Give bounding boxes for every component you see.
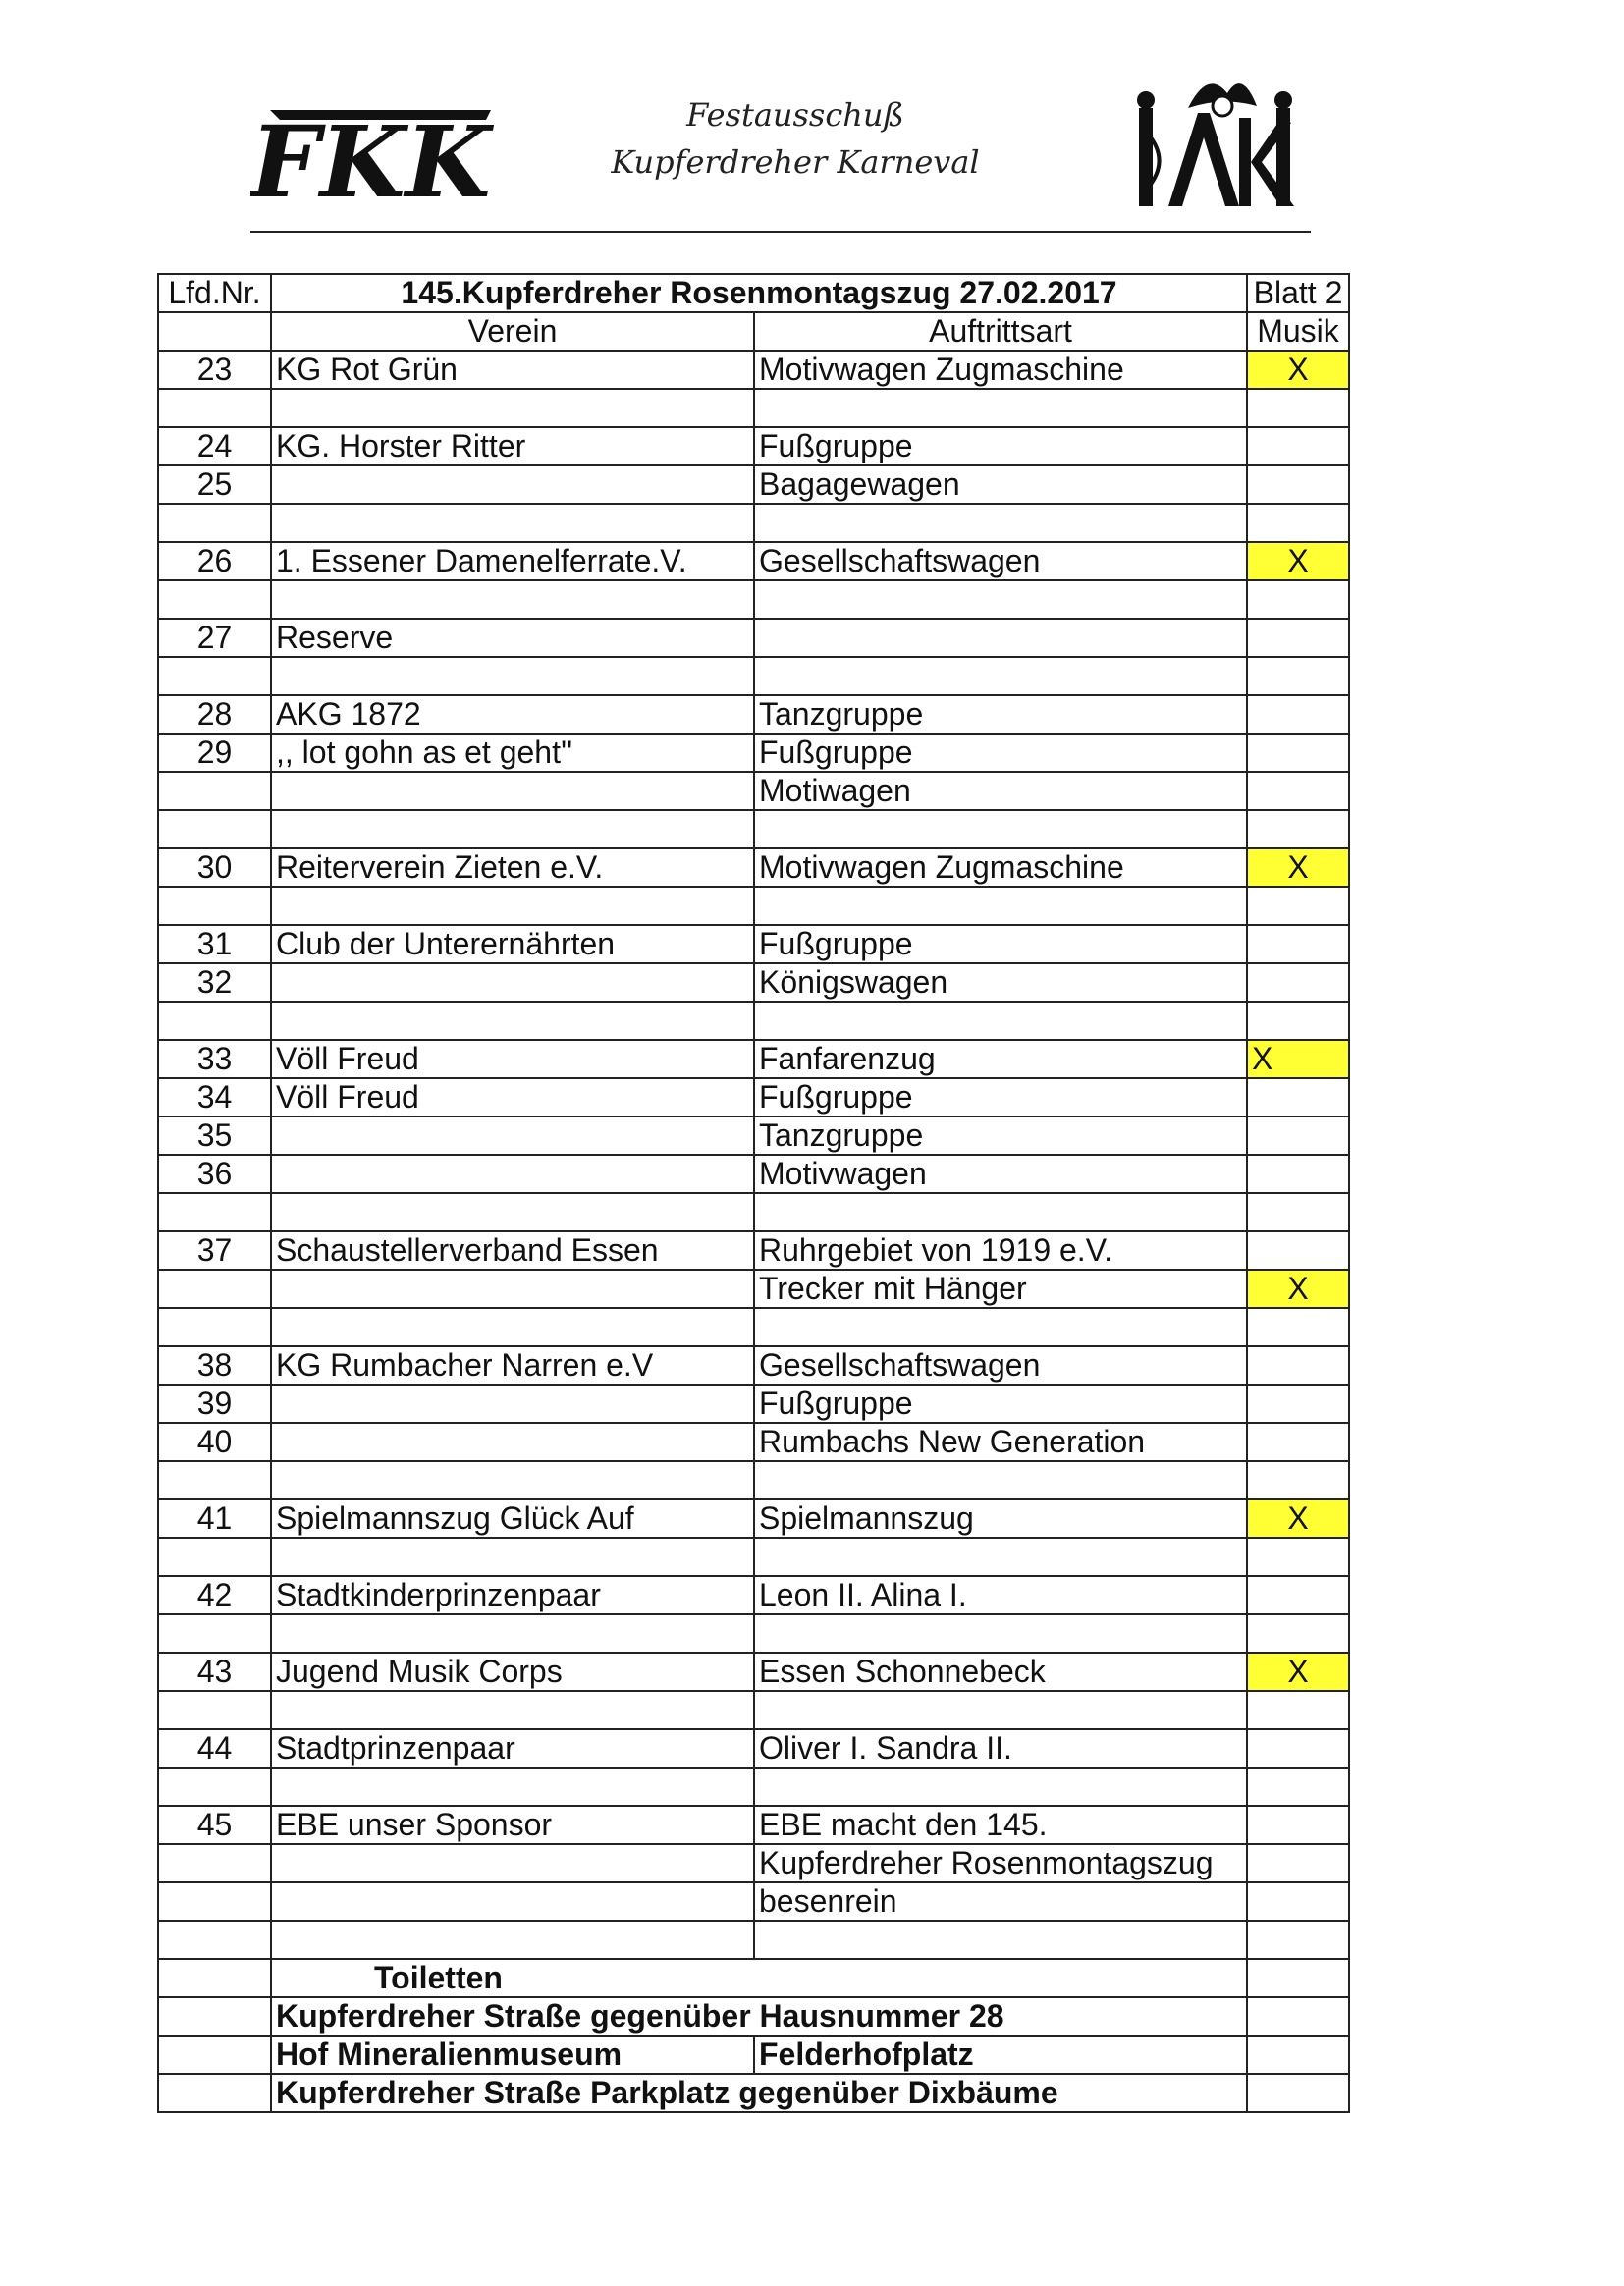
row-musik [1247,1729,1349,1768]
table-row [158,1538,1349,1576]
row-musik [1247,772,1349,810]
toilets-musik-blank [1247,2036,1349,2074]
org-name [589,93,1001,188]
toilets-blank [158,2036,271,2074]
row-musik [1247,1614,1349,1653]
parade-table-body [158,274,1349,2112]
row-auftrittsart: Motiwagen [754,772,1247,810]
row-verein [271,1614,754,1653]
table-row [158,810,1349,848]
row-musik [1247,504,1349,542]
col-verein-header: Verein [271,312,754,351]
row-verein: Reserve [271,619,754,657]
toilet-location-2b: Felderhofplatz [754,2036,1247,2074]
row-auftrittsart [754,1691,1247,1729]
table-row [158,1040,1349,1078]
row-auftrittsart [754,1461,1247,1499]
row-verein [271,657,754,695]
row-auftrittsart: Essen Schonnebeck [754,1653,1247,1691]
row-verein: Völl Freud [271,1040,754,1078]
row-musik [1247,465,1349,504]
parade-table [157,273,1350,2113]
row-auftrittsart [754,657,1247,695]
row-auftrittsart [754,1614,1247,1653]
row-musik [1247,1308,1349,1346]
row-number: 31 [158,925,271,963]
row-verein: Jugend Musik Corps [271,1653,754,1691]
row-musik: X [1247,542,1349,580]
table-row [158,351,1349,389]
table-row [158,772,1349,810]
row-number: 45 [158,1806,271,1844]
row-auftrittsart: Fanfarenzug [754,1040,1247,1078]
row-verein: Spielmannszug Glück Auf [271,1499,754,1538]
row-musik: X [1247,1499,1349,1538]
row-musik [1247,1002,1349,1040]
row-number: 39 [158,1385,271,1423]
row-musik [1247,1768,1349,1806]
col-nr-header-blank [158,312,271,351]
fkk-logo-text: FKK [250,104,491,206]
row-auftrittsart: Motivwagen Zugmaschine [754,848,1247,887]
row-verein: AKG 1872 [271,695,754,734]
table-row [158,465,1349,504]
row-auftrittsart: Leon II. Alina I. [754,1576,1247,1614]
row-auftrittsart [754,580,1247,619]
col-musik-header: Musik [1247,312,1349,351]
table-row [158,1423,1349,1461]
row-number: 29 [158,734,271,772]
table-row [158,695,1349,734]
row-verein: ,, lot gohn as et geht'' [271,734,754,772]
row-verein: KG Rot Grün [271,351,754,389]
row-auftrittsart: Fußgruppe [754,925,1247,963]
table-title: 145.Kupferdreher Rosenmontagszug 27.02.2017 [271,274,1247,312]
table-row [158,1078,1349,1116]
toilet-location-2a: Hof Mineralienmuseum [271,2036,754,2074]
row-verein [271,389,754,427]
header-divider [250,231,1311,233]
row-auftrittsart: Bagagewagen [754,465,1247,504]
row-verein: 1. Essener Damenelferrate.V. [271,542,754,580]
row-musik [1247,657,1349,695]
row-number [158,887,271,925]
row-auftrittsart: Gesellschaftswagen [754,542,1247,580]
row-musik [1247,887,1349,925]
table-header-row [158,312,1349,351]
table-row [158,1385,1349,1423]
row-number: 41 [158,1499,271,1538]
row-verein: EBE unser Sponsor [271,1806,754,1844]
col-auftritt-header: Auftrittsart [754,312,1247,351]
row-verein [271,1308,754,1346]
table-row [158,1308,1349,1346]
toilets-blank [158,1997,271,2036]
row-musik [1247,1882,1349,1921]
row-verein [271,1270,754,1308]
table-row [158,542,1349,580]
table-row [158,1155,1349,1193]
row-auftrittsart [754,1002,1247,1040]
table-row [158,848,1349,887]
row-auftrittsart [754,1538,1247,1576]
row-auftrittsart [754,1921,1247,1959]
row-auftrittsart [754,1768,1247,1806]
table-row [158,1921,1349,1959]
row-auftrittsart: Fußgruppe [754,427,1247,465]
row-auftrittsart: Oliver I. Sandra II. [754,1729,1247,1768]
table-row [158,1576,1349,1614]
row-musik: X [1247,351,1349,389]
row-musik [1247,1078,1349,1116]
row-musik [1247,1385,1349,1423]
row-musik [1247,1538,1349,1576]
row-auftrittsart: Motivwagen [754,1155,1247,1193]
table-row [158,734,1349,772]
row-musik [1247,427,1349,465]
row-number: 30 [158,848,271,887]
row-number [158,504,271,542]
row-number [158,1614,271,1653]
row-number [158,1882,271,1921]
row-number [158,772,271,810]
row-musik [1247,1691,1349,1729]
row-verein [271,1768,754,1806]
row-musik: X [1247,848,1349,887]
row-number [158,1270,271,1308]
row-number [158,1921,271,1959]
col-nr-header: Lfd.Nr. [158,274,271,312]
table-row [158,389,1349,427]
row-number [158,1193,271,1231]
row-auftrittsart: Trecker mit Hänger [754,1270,1247,1308]
row-number: 37 [158,1231,271,1270]
row-verein [271,1691,754,1729]
row-number: 23 [158,351,271,389]
row-number [158,1691,271,1729]
row-number [158,389,271,427]
row-verein [271,1423,754,1461]
row-number [158,1461,271,1499]
row-musik [1247,619,1349,657]
row-auftrittsart: Tanzgruppe [754,695,1247,734]
table-row [158,887,1349,925]
table-row [158,1346,1349,1385]
row-verein [271,1538,754,1576]
row-verein [271,504,754,542]
row-auftrittsart: Gesellschaftswagen [754,1346,1247,1385]
row-number: 35 [158,1116,271,1155]
row-musik [1247,1576,1349,1614]
table-row [158,1844,1349,1882]
row-verein: Reiterverein Zieten e.V. [271,848,754,887]
row-verein [271,1461,754,1499]
row-number: 38 [158,1346,271,1385]
row-verein [271,465,754,504]
row-auftrittsart [754,619,1247,657]
row-auftrittsart [754,810,1247,848]
row-musik [1247,1231,1349,1270]
table-row [158,1461,1349,1499]
toilets-blank [158,2074,271,2112]
row-musik [1247,1346,1349,1385]
row-auftrittsart [754,389,1247,427]
row-verein: KG Rumbacher Narren e.V [271,1346,754,1385]
row-verein [271,1844,754,1882]
table-title-row [158,274,1349,312]
table-row [158,504,1349,542]
row-verein: Club der Unterernährten [271,925,754,963]
table-row [158,1806,1349,1844]
toilets-musik-blank [1247,1959,1349,1997]
row-musik [1247,1461,1349,1499]
row-musik [1247,925,1349,963]
row-verein: Stadtprinzenpaar [271,1729,754,1768]
row-musik: X [1247,1040,1349,1078]
row-auftrittsart: besenrein [754,1882,1247,1921]
toilets-blank [158,1959,271,1997]
row-musik [1247,963,1349,1002]
row-musik [1247,1423,1349,1461]
toilets-heading-text: Toiletten [374,1960,503,1995]
row-verein [271,1193,754,1231]
row-musik [1247,389,1349,427]
table-row [158,657,1349,695]
table-row [158,925,1349,963]
row-number: 27 [158,619,271,657]
table-row [158,1614,1349,1653]
row-number: 26 [158,542,271,580]
row-verein [271,1921,754,1959]
row-number: 24 [158,427,271,465]
row-auftrittsart: Kupferdreher Rosenmontagszug [754,1844,1247,1882]
toilets-musik-blank [1247,1997,1349,2036]
toilets-musik-blank [1247,2074,1349,2112]
table-row [158,1002,1349,1040]
row-musik [1247,810,1349,848]
row-number: 33 [158,1040,271,1078]
row-verein [271,1002,754,1040]
org-line-2: Kupferdreher Karneval [611,143,980,181]
table-row [158,1882,1349,1921]
table-row [158,427,1349,465]
row-auftrittsart [754,504,1247,542]
row-auftrittsart: Fußgruppe [754,1078,1247,1116]
row-musik [1247,1116,1349,1155]
row-auftrittsart: EBE macht den 145. [754,1806,1247,1844]
row-number [158,1844,271,1882]
row-number: 28 [158,695,271,734]
row-number: 44 [158,1729,271,1768]
row-musik: X [1247,1653,1349,1691]
row-auftrittsart: Fußgruppe [754,734,1247,772]
table-row [158,1116,1349,1155]
row-number [158,1308,271,1346]
row-number: 40 [158,1423,271,1461]
kk-jester-logo [1129,69,1316,216]
row-number [158,1002,271,1040]
row-verein [271,772,754,810]
row-musik [1247,1155,1349,1193]
org-line-1: Festausschuß [686,96,904,134]
row-number [158,1538,271,1576]
row-number [158,580,271,619]
row-musik [1247,1806,1349,1844]
row-musik [1247,1844,1349,1882]
row-musik [1247,734,1349,772]
toilet-location-3: Kupferdreher Straße Parkplatz gegenüber Dixbäume [271,2074,1247,2112]
table-row [158,1653,1349,1691]
row-verein: Völl Freud [271,1078,754,1116]
table-row [158,580,1349,619]
row-auftrittsart [754,1193,1247,1231]
row-verein [271,1882,754,1921]
row-verein [271,1116,754,1155]
row-musik [1247,695,1349,734]
toilets-row [158,1997,1349,2036]
row-verein [271,1385,754,1423]
row-number: 34 [158,1078,271,1116]
table-row [158,1270,1349,1308]
row-number: 43 [158,1653,271,1691]
toilets-row [158,2036,1349,2074]
row-auftrittsart: Spielmannszug [754,1499,1247,1538]
row-number [158,657,271,695]
row-number [158,810,271,848]
fkk-logo [250,98,496,206]
table-row [158,1729,1349,1768]
table-row [158,1768,1349,1806]
row-auftrittsart [754,887,1247,925]
toilets-heading [271,1959,1247,1997]
row-verein [271,963,754,1002]
row-auftrittsart: Motivwagen Zugmaschine [754,351,1247,389]
toilets-row [158,2074,1349,2112]
row-number: 42 [158,1576,271,1614]
table-row [158,619,1349,657]
row-auftrittsart: Tanzgruppe [754,1116,1247,1155]
row-auftrittsart: Rumbachs New Generation [754,1423,1247,1461]
table-row [158,1193,1349,1231]
row-musik: X [1247,1270,1349,1308]
row-verein [271,580,754,619]
row-auftrittsart [754,1308,1247,1346]
toilets-row [158,1959,1349,1997]
table-row [158,1499,1349,1538]
table-row [158,963,1349,1002]
row-verein: Schaustellerverband Essen [271,1231,754,1270]
row-auftrittsart: Königswagen [754,963,1247,1002]
row-musik [1247,1193,1349,1231]
row-musik [1247,580,1349,619]
row-number: 36 [158,1155,271,1193]
row-verein [271,810,754,848]
row-verein: KG. Horster Ritter [271,427,754,465]
table-row [158,1231,1349,1270]
row-musik [1247,1921,1349,1959]
sheet-label: Blatt 2 [1247,274,1349,312]
row-number: 32 [158,963,271,1002]
row-number: 25 [158,465,271,504]
toilet-location-1: Kupferdreher Straße gegenüber Hausnummer 28 [271,1997,1247,2036]
row-verein [271,1155,754,1193]
row-auftrittsart: Fußgruppe [754,1385,1247,1423]
row-verein [271,887,754,925]
row-auftrittsart: Ruhrgebiet von 1919 e.V. [754,1231,1247,1270]
row-number [158,1768,271,1806]
row-verein: Stadtkinderprinzenpaar [271,1576,754,1614]
table-row [158,1691,1349,1729]
